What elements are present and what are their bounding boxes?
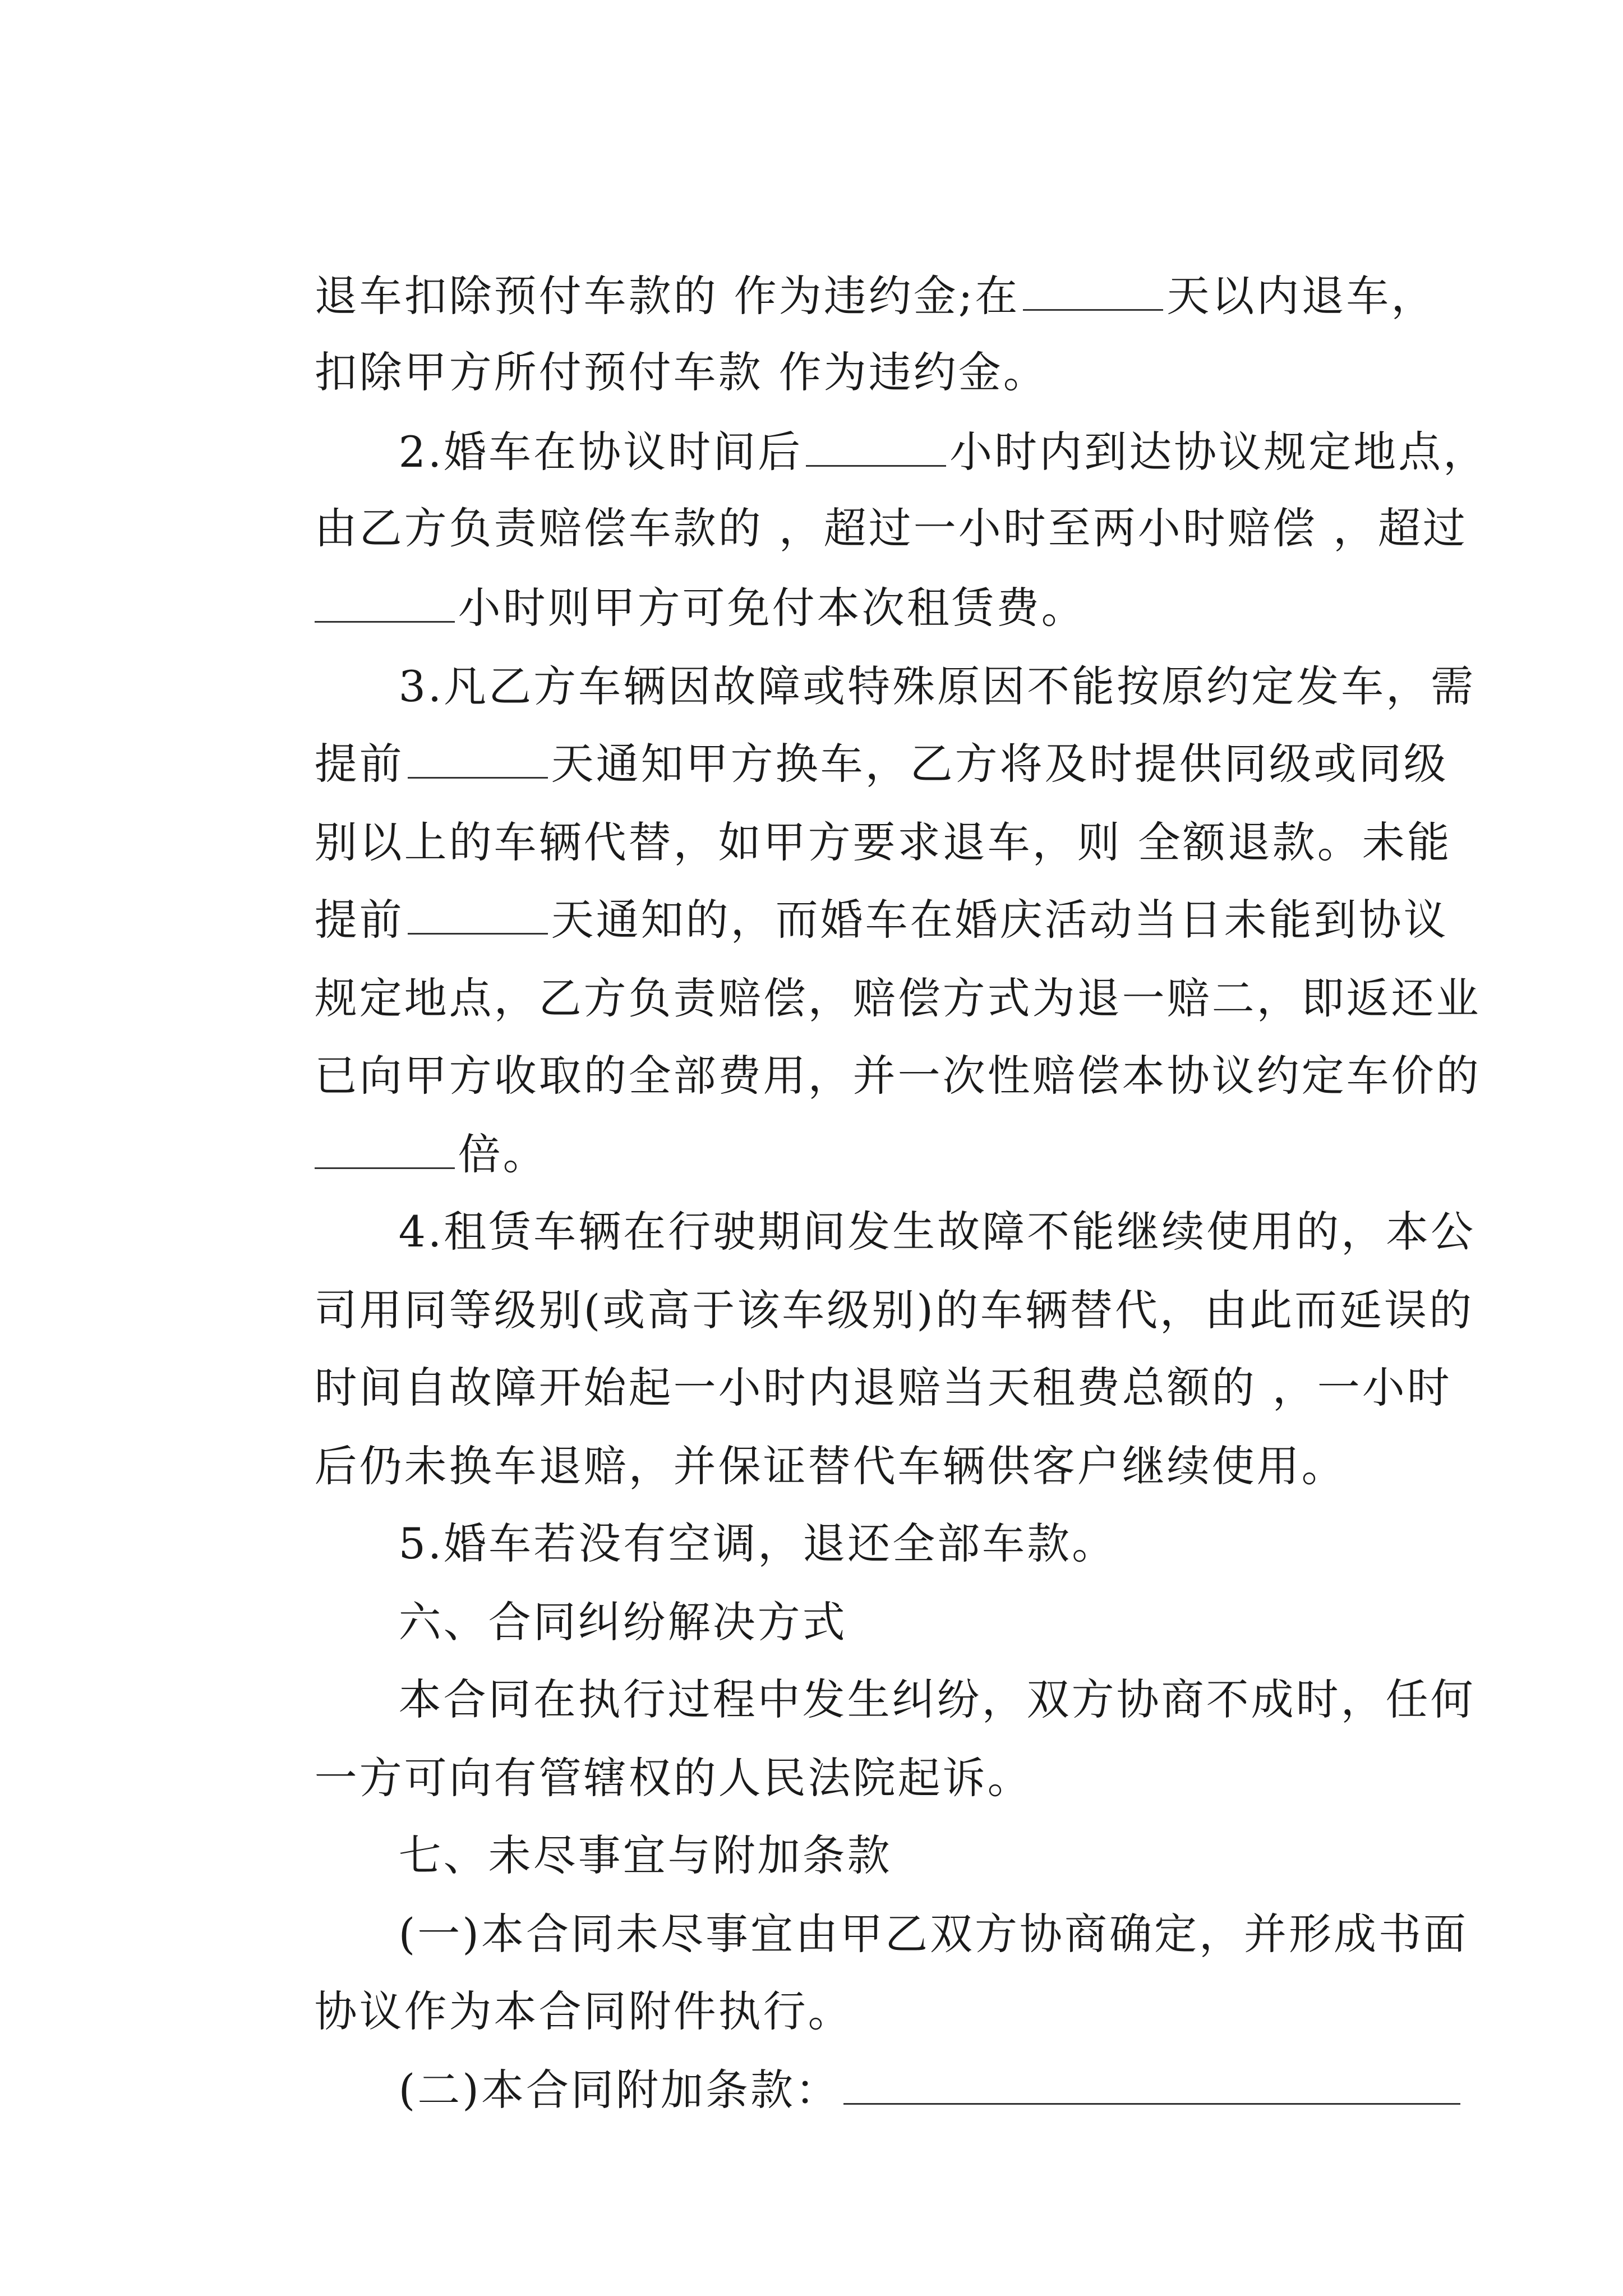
text-segment: 退车扣除预付车款的 作为违约金;在 [314,271,1020,321]
text-segment: 一方可向有管辖权的人民法院起诉。 [314,1753,1032,1803]
text-segment: 后仍未换车退赔，并保证替代车辆供客户继续使用。 [314,1441,1347,1491]
text-segment: 小时则甲方可免付本次租赁费。 [458,583,1086,633]
text-segment: 小时内到达协议规定地点， [949,427,1488,477]
text-segment: 4.租赁车辆在行驶期间发生故障不能继续使用的，本公 [398,1207,1476,1257]
text-segment: 六、合同纠纷解决方式 [398,1597,847,1647]
text-segment: 扣除甲方所付预付车款 作为违约金。 [314,347,1048,397]
text-segment: 天通知的，而婚车在婚庆活动当日未能到协议 [551,895,1449,945]
text-segment: 2.婚车在协议时间后 [398,427,803,477]
fill-in-blank [843,2063,1460,2105]
text-segment: (一)本合同未尽事宜由甲乙双方协商确定，并形成书面 [398,1909,1468,1959]
text-segment: 天通知甲方换车，乙方将及时提供同级或同级 [551,739,1449,789]
text-segment: 七、未尽事宜与附加条款 [398,1830,892,1880]
text-segment: 由乙方负责赔偿车款的 ，超过一小时至两小时赔偿 ，超过 [314,503,1468,553]
text-segment: 已向甲方收取的全部费用，并一次性赔偿本协议约定车价的 [314,1051,1481,1101]
text-segment: 倍。 [458,1129,548,1179]
text-segment: 本合同在执行过程中发生纠纷，双方协商不成时，任何 [398,1674,1476,1724]
text-segment: 天以内退车， [1166,271,1436,321]
text-segment: 时间自故障开始起一小时内退赔当天租费总额的 ，一小时 [314,1363,1452,1412]
text-segment: 提前 [314,739,404,789]
text-segment: 规定地点，乙方负责赔偿，赔偿方式为退一赔二，即返还业 [314,973,1481,1023]
text-segment: 司用同等级别(或高于该车级别)的车辆替代，由此而延误的 [314,1285,1474,1335]
text-segment: (二)本合同附加条款： [398,2065,840,2115]
text-line [335,2006,1457,2174]
text-segment: 别以上的车辆代替，如甲方要求退车，则 全额退款。未能 [314,817,1452,867]
text-segment: 提前 [314,895,404,945]
text-segment: 协议作为本合同附件执行。 [314,1986,853,2036]
text-segment: 5.婚车若没有空调，退还全部车款。 [398,1519,1117,1568]
text-segment: 3.凡乙方车辆因故障或特殊原因不能按原约定发车，需 [398,661,1476,711]
